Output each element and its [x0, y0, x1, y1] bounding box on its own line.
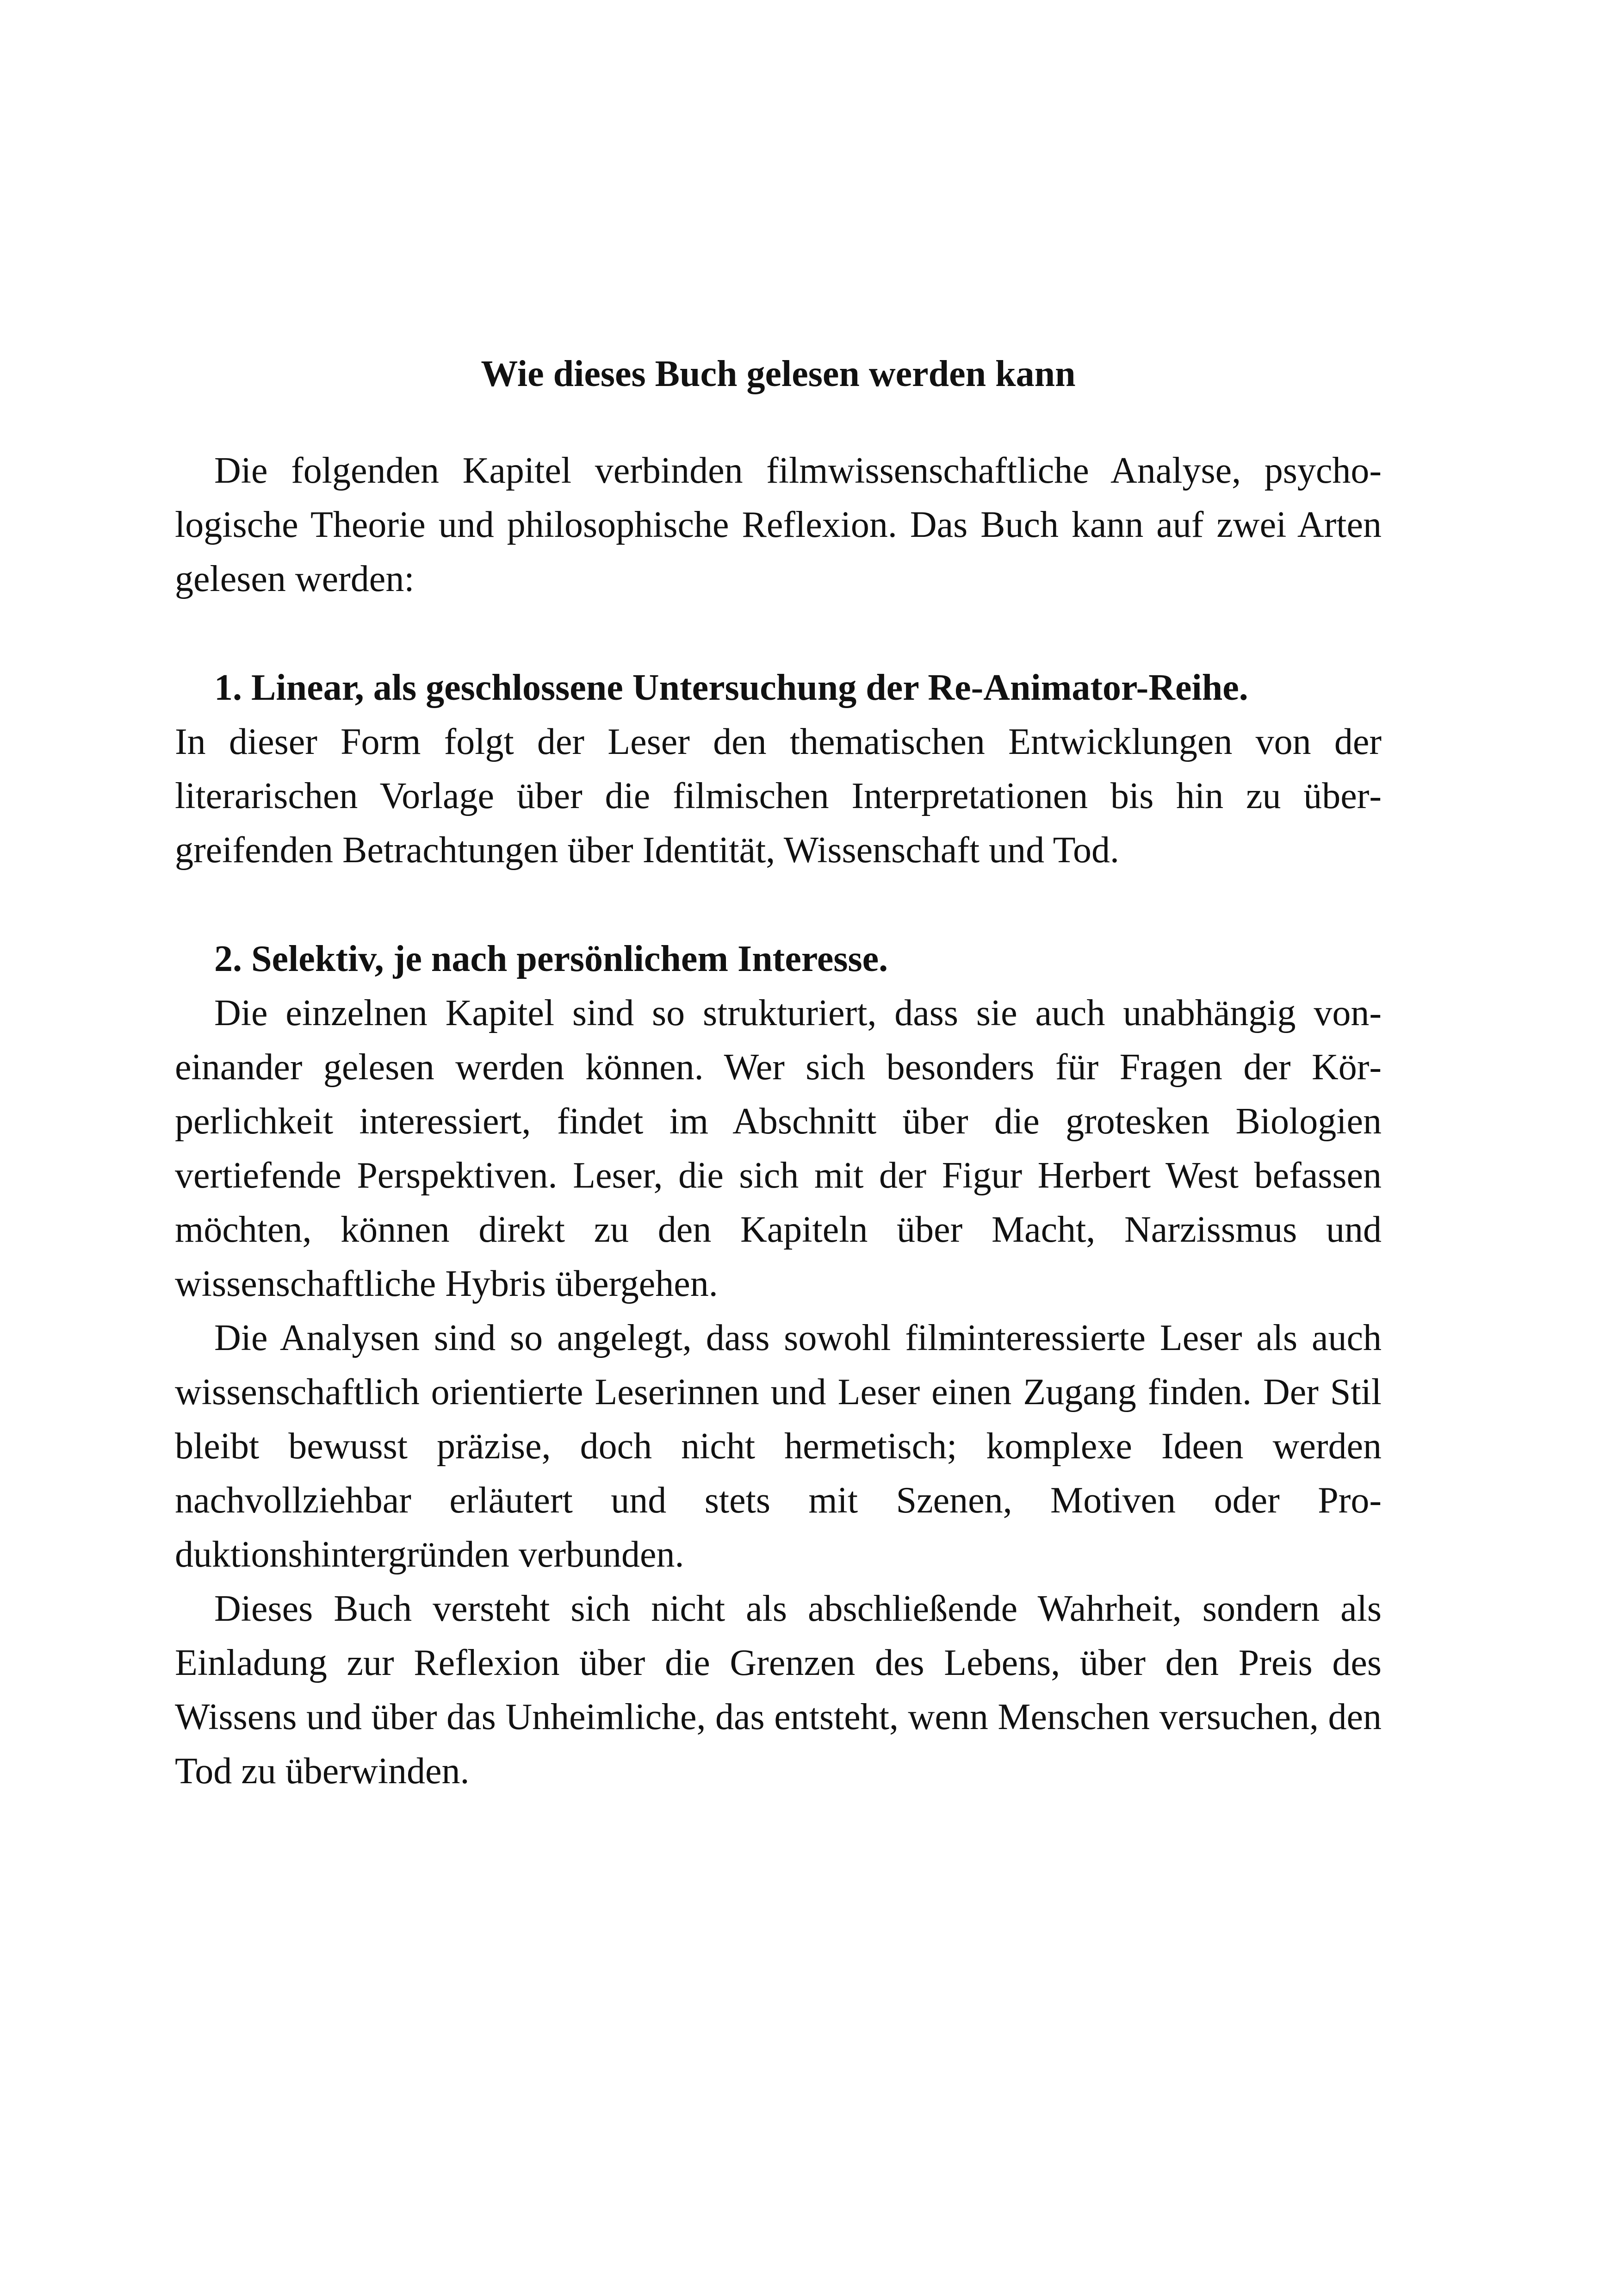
text-block [175, 347, 1382, 1798]
reading-mode-selective-title: 2. Selektiv, je nach persönlichem Interesse. [214, 939, 888, 979]
page-title: Wie dieses Buch gelesen werden kann [481, 354, 1076, 394]
analysis-paragraph: Die Analysen sind so angelegt, dass sowohl filminteressierte Leser als auch wissenschaftlich orientierte Leserinnen und Leser einen Zugang finden. Der Stil bleibt bewusst präzise, doch nicht hermetisch; komplexe Ideen werden nachvollziehbar erläutert und stets mit Szenen, Motiven oder Produktionshintergründen verbunden. [175, 1318, 1382, 1575]
reading-mode-linear-body: In dieser Form folgt der Leser den thematischen Entwicklungen von der literarischen Vorlage über die filmischen Interpretationen bis hin zu übergreifenden Betrachtungen über Identität, Wissenschaft und Tod. [175, 722, 1382, 871]
reading-mode-linear-title: 1. Linear, als geschlossene Untersuchung der Re-Animator-Reihe. [214, 667, 1248, 708]
reading-mode-selective-body: Die einzelnen Kapitel sind so strukturiert, dass sie auch unabhängig voneinander gelesen werden können. Wer sich besonders für Fragen der Körperlichkeit interessiert, findet im Abschnitt über die grotesken Biologien vertiefende Perspektiven. Leser, die sich mit der Figur Herbert West befassen möchten, können direkt zu den Kapiteln über Macht, Narzissmus und wissenschaftliche Hybris übergehen. [175, 993, 1382, 1304]
closing-paragraph: Dieses Buch versteht sich nicht als abschließende Wahrheit, sondern als Einladung zur Reflexion über die Grenzen des Lebens, über den Preis des Wissens und über das Unheimliche, das entsteht, wenn Menschen versuchen, den Tod zu überwinden. [175, 1588, 1382, 1792]
intro-paragraph: Die folgenden Kapitel verbinden filmwissenschaftliche Analyse, psychologische Theorie und philosophische Reflexion. Das Buch kann auf zwei Arten gelesen werden: [175, 450, 1382, 599]
